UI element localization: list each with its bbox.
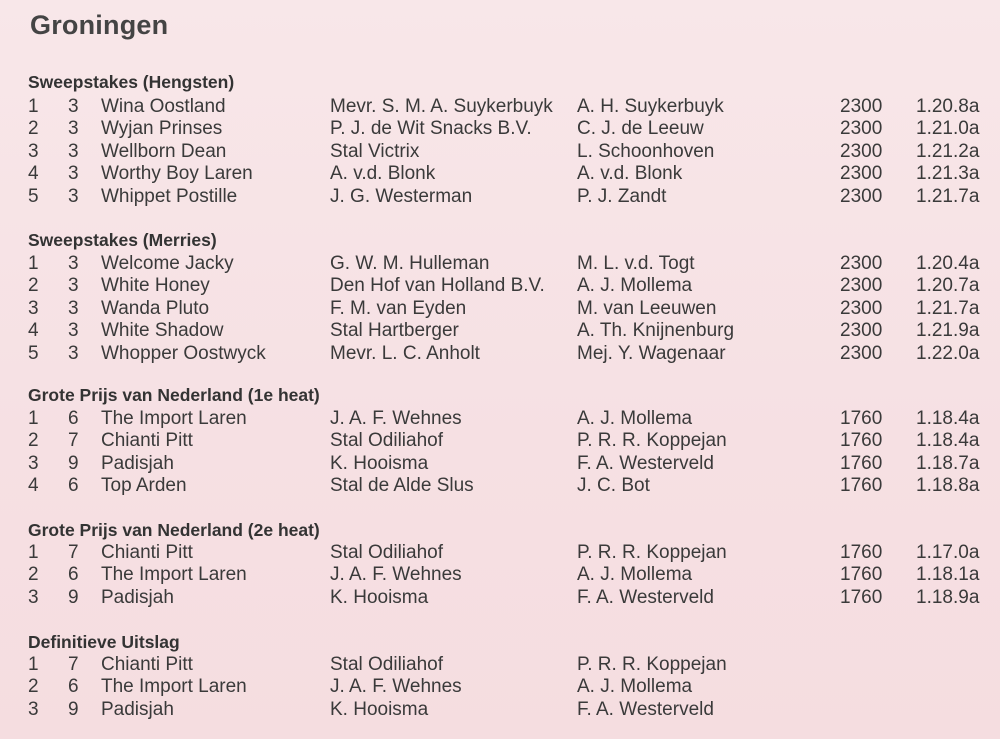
- result-row: [0, 453, 1000, 475]
- horse-name: Padisjah: [101, 698, 174, 720]
- horse-name: The Import Laren: [101, 564, 247, 586]
- section-heading: Sweepstakes (Merries): [28, 230, 217, 250]
- driver-name: A. v.d. Blonk: [577, 163, 683, 185]
- horse-name: Chianti Pitt: [101, 542, 193, 563]
- race-distance: 1760: [840, 408, 883, 429]
- place-number: 2: [28, 275, 39, 297]
- driver-name: F. A. Westerveld: [577, 586, 714, 608]
- race-distance: 1760: [840, 586, 883, 608]
- section-heading: Grote Prijs van Nederland (1e heat): [28, 385, 320, 405]
- owner-name: J. A. F. Wehnes: [330, 564, 462, 586]
- place-number: 4: [28, 163, 39, 185]
- horse-age: 3: [68, 342, 79, 364]
- horse-age: 7: [68, 430, 79, 452]
- place-number: 3: [28, 140, 39, 162]
- owner-name: J. A. F. Wehnes: [330, 408, 462, 429]
- driver-name: A. H. Suykerbuyk: [577, 96, 724, 117]
- driver-name: M. van Leeuwen: [577, 297, 717, 319]
- owner-name: K. Hooisma: [330, 452, 429, 474]
- place-number: 1: [28, 408, 39, 429]
- race-time: 1.18.4a: [916, 430, 980, 452]
- race-distance: 2300: [840, 297, 883, 319]
- horse-name: The Import Laren: [101, 408, 247, 429]
- driver-name: P. J. Zandt: [577, 185, 667, 207]
- driver-name: L. Schoonhoven: [577, 140, 715, 162]
- section-heading: Sweepstakes (Hengsten): [28, 72, 235, 92]
- place-number: 3: [28, 586, 39, 608]
- horse-age: 3: [68, 275, 79, 297]
- owner-name: K. Hooisma: [330, 586, 429, 608]
- race-distance: 2300: [840, 185, 883, 207]
- horse-name: White Shadow: [101, 320, 224, 342]
- race-distance: 2300: [840, 96, 883, 117]
- horse-name: Worthy Boy Laren: [101, 163, 253, 185]
- place-number: 5: [28, 342, 39, 364]
- horse-name: Whopper Oostwyck: [101, 342, 266, 364]
- horse-age: 6: [68, 676, 79, 698]
- driver-name: P. R. R. Koppejan: [577, 654, 727, 675]
- owner-name: Stal Odiliahof: [330, 542, 444, 563]
- place-number: 1: [28, 542, 39, 563]
- horse-age: 9: [68, 586, 79, 608]
- race-time: 1.18.8a: [916, 475, 980, 497]
- horse-age: 9: [68, 452, 79, 474]
- result-row: [0, 118, 1000, 140]
- driver-name: C. J. de Leeuw: [577, 118, 704, 140]
- place-number: 3: [28, 452, 39, 474]
- race-time: 1.18.4a: [916, 408, 980, 429]
- horse-age: 3: [68, 118, 79, 140]
- horse-age: 3: [68, 253, 79, 274]
- race-distance: 2300: [840, 320, 883, 342]
- result-row: [0, 253, 1000, 275]
- owner-name: Stal de Alde Slus: [330, 475, 474, 497]
- horse-name: White Honey: [101, 275, 210, 297]
- race-time: 1.22.0a: [916, 342, 980, 364]
- horse-name: Top Arden: [101, 475, 187, 497]
- horse-age: 7: [68, 542, 79, 563]
- result-row: [0, 186, 1000, 208]
- place-number: 4: [28, 320, 39, 342]
- driver-name: M. L. v.d. Togt: [577, 253, 695, 274]
- race-distance: 1760: [840, 452, 883, 474]
- place-number: 1: [28, 253, 39, 274]
- race-distance: 2300: [840, 253, 883, 274]
- owner-name: Stal Hartberger: [330, 320, 459, 342]
- horse-name: Padisjah: [101, 452, 174, 474]
- horse-age: 3: [68, 320, 79, 342]
- horse-name: Welcome Jacky: [101, 253, 234, 274]
- result-row: [0, 699, 1000, 721]
- result-row: [0, 475, 1000, 497]
- race-time: 1.18.1a: [916, 564, 980, 586]
- result-row: [0, 408, 1000, 430]
- owner-name: Stal Victrix: [330, 140, 420, 162]
- owner-name: K. Hooisma: [330, 698, 429, 720]
- owner-name: Mevr. L. C. Anholt: [330, 342, 480, 364]
- place-number: 4: [28, 475, 39, 497]
- result-row: [0, 320, 1000, 342]
- place-number: 3: [28, 698, 39, 720]
- race-time: 1.21.7a: [916, 185, 980, 207]
- driver-name: A. J. Mollema: [577, 275, 693, 297]
- horse-name: Chianti Pitt: [101, 430, 193, 452]
- result-row: [0, 564, 1000, 586]
- horse-age: 6: [68, 408, 79, 429]
- driver-name: A. J. Mollema: [577, 408, 693, 429]
- place-number: 5: [28, 185, 39, 207]
- result-row: [0, 298, 1000, 320]
- race-distance: 1760: [840, 564, 883, 586]
- race-distance: 1760: [840, 475, 883, 497]
- race-distance: 2300: [840, 163, 883, 185]
- driver-name: Mej. Y. Wagenaar: [577, 342, 726, 364]
- driver-name: P. R. R. Koppejan: [577, 542, 727, 563]
- horse-age: 6: [68, 475, 79, 497]
- place-number: 2: [28, 676, 39, 698]
- horse-age: 3: [68, 96, 79, 117]
- result-row: [0, 141, 1000, 163]
- horse-age: 3: [68, 163, 79, 185]
- race-distance: 2300: [840, 118, 883, 140]
- place-number: 2: [28, 430, 39, 452]
- owner-name: G. W. M. Hulleman: [330, 253, 490, 274]
- place-number: 1: [28, 654, 39, 675]
- race-time: 1.21.3a: [916, 163, 980, 185]
- race-time: 1.17.0a: [916, 542, 980, 563]
- horse-name: Padisjah: [101, 586, 174, 608]
- horse-name: Wanda Pluto: [101, 297, 210, 319]
- race-distance: 2300: [840, 275, 883, 297]
- driver-name: F. A. Westerveld: [577, 698, 714, 720]
- result-row: [0, 587, 1000, 609]
- race-time: 1.21.0a: [916, 118, 980, 140]
- race-time: 1.20.4a: [916, 253, 980, 274]
- owner-name: Mevr. S. M. A. Suykerbuyk: [330, 96, 553, 117]
- result-row: [0, 654, 1000, 676]
- race-time: 1.20.8a: [916, 96, 980, 117]
- owner-name: A. v.d. Blonk: [330, 163, 436, 185]
- owner-name: J. G. Westerman: [330, 185, 473, 207]
- owner-name: Stal Odiliahof: [330, 430, 444, 452]
- race-distance: 1760: [840, 542, 883, 563]
- race-distance: 1760: [840, 430, 883, 452]
- driver-name: A. Th. Knijnenburg: [577, 320, 735, 342]
- race-time: 1.20.7a: [916, 275, 980, 297]
- owner-name: Den Hof van Holland B.V.: [330, 275, 545, 297]
- owner-name: P. J. de Wit Snacks B.V.: [330, 118, 532, 140]
- horse-name: Wina Oostland: [101, 96, 226, 117]
- horse-age: 3: [68, 140, 79, 162]
- section-heading: Grote Prijs van Nederland (2e heat): [28, 520, 320, 540]
- race-time: 1.21.2a: [916, 140, 980, 162]
- race-time: 1.21.9a: [916, 320, 980, 342]
- horse-age: 9: [68, 698, 79, 720]
- horse-age: 3: [68, 297, 79, 319]
- result-row: [0, 163, 1000, 185]
- owner-name: J. A. F. Wehnes: [330, 676, 462, 698]
- horse-name: Chianti Pitt: [101, 654, 193, 675]
- horse-name: Whippet Postille: [101, 185, 238, 207]
- place-number: 2: [28, 564, 39, 586]
- horse-age: 7: [68, 654, 79, 675]
- race-distance: 2300: [840, 140, 883, 162]
- owner-name: F. M. van Eyden: [330, 297, 467, 319]
- place-number: 2: [28, 118, 39, 140]
- driver-name: F. A. Westerveld: [577, 452, 714, 474]
- result-row: [0, 430, 1000, 452]
- race-time: 1.18.9a: [916, 586, 980, 608]
- page-title: Groningen: [30, 10, 169, 40]
- driver-name: P. R. R. Koppejan: [577, 430, 727, 452]
- driver-name: J. C. Bot: [577, 475, 650, 497]
- result-row: [0, 542, 1000, 564]
- horse-name: Wyjan Prinses: [101, 118, 223, 140]
- driver-name: A. J. Mollema: [577, 676, 693, 698]
- place-number: 1: [28, 96, 39, 117]
- horse-age: 3: [68, 185, 79, 207]
- section-heading: Definitieve Uitslag: [28, 632, 180, 652]
- owner-name: Stal Odiliahof: [330, 654, 444, 675]
- driver-name: A. J. Mollema: [577, 564, 693, 586]
- result-row: [0, 275, 1000, 297]
- race-time: 1.21.7a: [916, 297, 980, 319]
- horse-age: 6: [68, 564, 79, 586]
- race-time: 1.18.7a: [916, 452, 980, 474]
- result-row: [0, 676, 1000, 698]
- race-distance: 2300: [840, 342, 883, 364]
- result-row: [0, 96, 1000, 118]
- place-number: 3: [28, 297, 39, 319]
- horse-name: The Import Laren: [101, 676, 247, 698]
- horse-name: Wellborn Dean: [101, 140, 227, 162]
- result-row: [0, 343, 1000, 365]
